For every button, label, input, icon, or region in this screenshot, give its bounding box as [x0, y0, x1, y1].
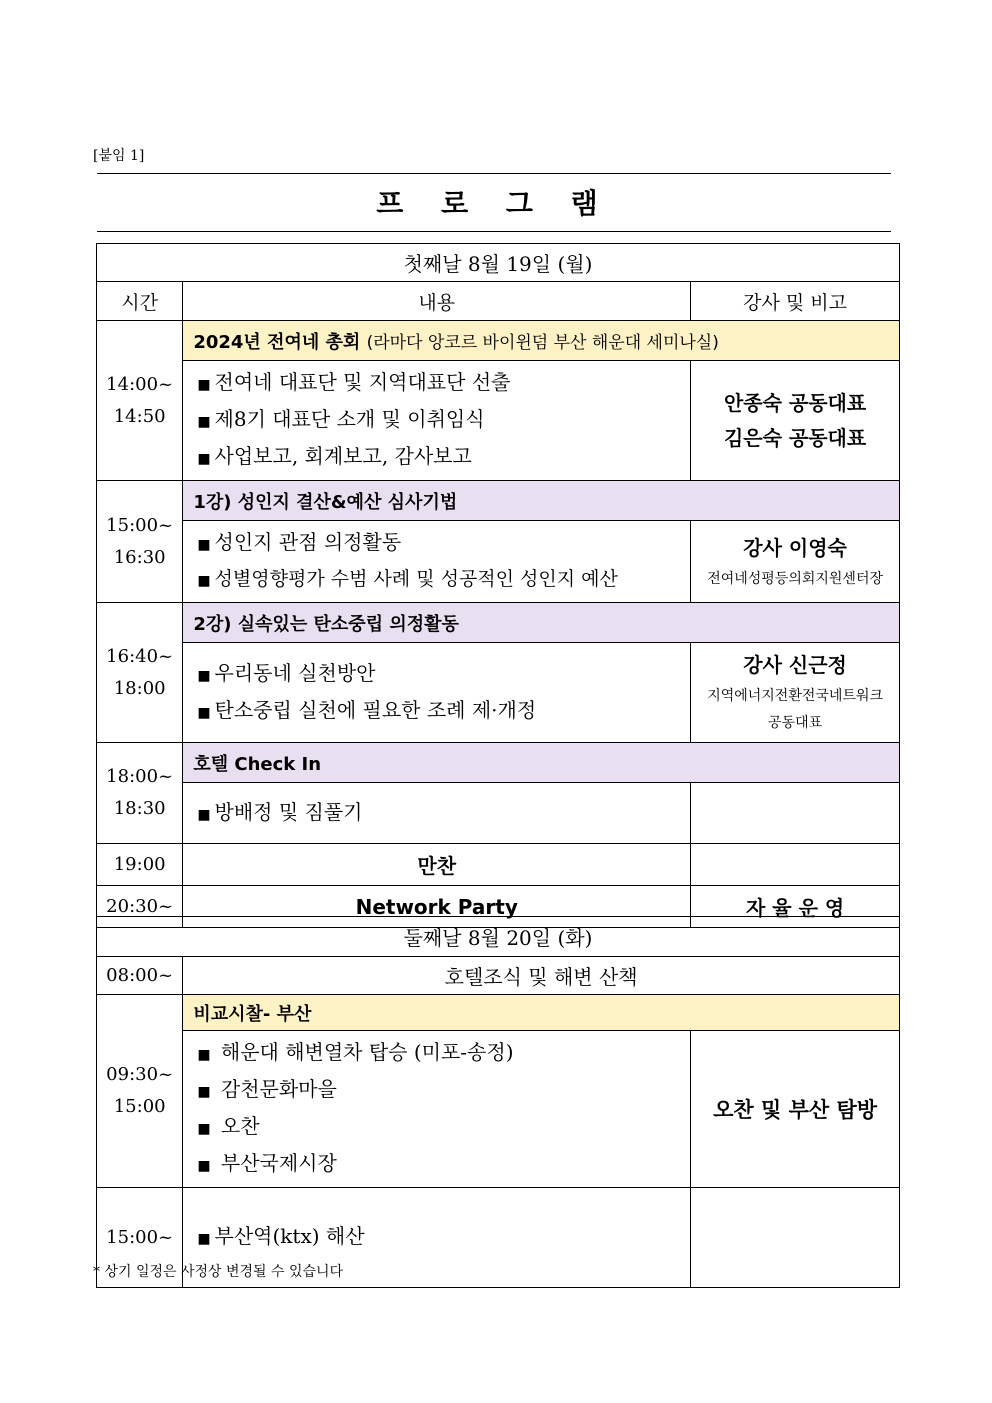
session2-note	[691, 521, 900, 603]
session1-time	[97, 321, 183, 481]
tour-time-start: 09:30~	[106, 1064, 174, 1085]
speaker-name: 안종숙 공동대표	[723, 390, 867, 415]
bullet-square-icon: ■	[197, 377, 211, 393]
session4-time	[97, 743, 183, 844]
lecturer-affiliation: 지역에너지전환전국네트워크	[707, 688, 883, 704]
bullet-square-icon: ■	[197, 451, 211, 467]
day2-header: 둘째날 8월 20일 (화)	[97, 917, 900, 957]
dismiss-note	[691, 1188, 900, 1288]
footnote: * 상기 일정은 사정상 변경될 수 있습니다	[93, 1264, 344, 1280]
list-item: ■ 부산국제시장	[197, 1151, 337, 1175]
session3-title-bar	[183, 603, 900, 643]
session1-time-start: 14:00~	[106, 373, 174, 395]
list-item: ■ 부산역(ktx) 해산	[197, 1224, 365, 1248]
bullet-square-icon: ■	[197, 573, 211, 589]
session2-title: 1강) 성인지 결산&예산 심사기법	[193, 491, 458, 513]
list-item: ■ 사업보고, 회계보고, 감사보고	[197, 444, 472, 468]
tour-title-bar	[183, 995, 900, 1031]
breakfast-time: 08:00~	[97, 957, 183, 995]
column-header-content: 내용	[183, 282, 691, 321]
session3-title: 2강) 실속있는 탄소중립 의정활동	[193, 613, 459, 635]
tour-title: 비교시찰- 부산	[193, 1003, 312, 1025]
session2-time	[97, 481, 183, 603]
bullet-square-icon: ■	[197, 667, 211, 684]
party-time: 20:30~	[97, 886, 183, 928]
session1-note	[691, 361, 900, 481]
list-item: ■ 성별영향평가 수범 사례 및 성공적인 성인지 예산	[197, 568, 618, 590]
session2-items	[183, 521, 691, 603]
list-item: ■ 성인지 관점 의정활동	[197, 530, 402, 554]
list-item: ■ 제8기 대표단 소개 및 이취임식	[197, 407, 485, 431]
list-item: ■ 오찬	[197, 1114, 260, 1138]
lecturer-name: 강사 이영숙	[743, 535, 847, 560]
day1-schedule-table	[96, 243, 900, 928]
list-item: ■ 탄소중립 실천에 필요한 조례 제·개정	[197, 697, 537, 722]
session3-time	[97, 603, 183, 743]
list-item: ■ 감천문화마을	[197, 1077, 337, 1101]
list-item: ■ 해운대 해변열차 탑승 (미포-송정)	[197, 1040, 514, 1064]
session4-title-bar	[183, 743, 900, 783]
page-title: 프 로 그 램	[376, 187, 612, 220]
column-header-time: 시간	[97, 282, 183, 321]
tour-time-end: 15:00	[113, 1096, 166, 1117]
title-bottom-rule	[97, 231, 891, 232]
list-item: ■ 전여네 대표단 및 지역대표단 선출	[197, 370, 511, 394]
session2-time-end: 16:30	[113, 546, 166, 568]
bullet-square-icon: ■	[197, 704, 211, 721]
session1-items	[183, 361, 691, 481]
bullet-square-icon: ■	[197, 1158, 211, 1174]
tour-note: 오찬 및 부산 탐방	[691, 1031, 900, 1188]
session3-time-start: 16:40~	[106, 645, 174, 667]
bullet-square-icon: ■	[197, 1047, 211, 1063]
session4-time-end: 18:30	[113, 798, 166, 819]
list-item: ■ 우리동네 실천방안	[197, 660, 376, 685]
bullet-square-icon: ■	[197, 414, 211, 430]
session1-time-end: 14:50	[113, 405, 166, 427]
tour-items	[183, 1031, 691, 1188]
bullet-square-icon: ■	[197, 1231, 211, 1247]
list-item: ■ 방배정 및 짐풀기	[197, 799, 363, 824]
session2-title-bar	[183, 481, 900, 521]
dinner-note	[691, 844, 900, 886]
dinner-time: 19:00	[97, 844, 183, 886]
lecturer-name: 강사 신근정	[743, 653, 847, 677]
session3-note	[691, 643, 900, 743]
session1-title-bar	[183, 321, 900, 361]
speaker-name: 김은숙 공동대표	[723, 425, 867, 450]
party-note: 자 율 운 영	[691, 886, 900, 928]
session4-title: 호텔 Check In	[193, 753, 322, 775]
attachment-label: [붙임 1]	[93, 148, 145, 164]
lecturer-affiliation: 전여네성평등의회지원센터장	[707, 570, 883, 587]
session3-time-end: 18:00	[113, 677, 166, 699]
bullet-square-icon: ■	[197, 537, 211, 553]
tour-time	[97, 995, 183, 1188]
bullet-square-icon: ■	[197, 806, 211, 823]
dismiss-time: 15:00~	[97, 1188, 183, 1288]
lecturer-affiliation: 공동대표	[768, 715, 823, 731]
title-top-rule	[97, 173, 891, 174]
session1-venue: (라마다 앙코르 바이윈덤 부산 해운대 세미나실)	[366, 332, 719, 353]
session4-items	[183, 783, 691, 844]
column-header-note: 강사 및 비고	[691, 282, 900, 321]
bullet-square-icon: ■	[197, 1121, 211, 1137]
session3-items	[183, 643, 691, 743]
session4-time-start: 18:00~	[106, 766, 174, 787]
day1-header: 첫째날 8월 19일 (월)	[97, 244, 900, 282]
breakfast-content: 호텔조식 및 해변 산책	[183, 957, 900, 995]
session1-title: 2024년 전여네 총회	[193, 331, 361, 353]
party-content: Network Party	[183, 886, 691, 928]
session2-time-start: 15:00~	[106, 514, 174, 536]
session4-note	[691, 783, 900, 844]
day2-schedule-table	[96, 916, 900, 1288]
dinner-content: 만찬	[183, 844, 691, 886]
bullet-square-icon: ■	[197, 1084, 211, 1100]
